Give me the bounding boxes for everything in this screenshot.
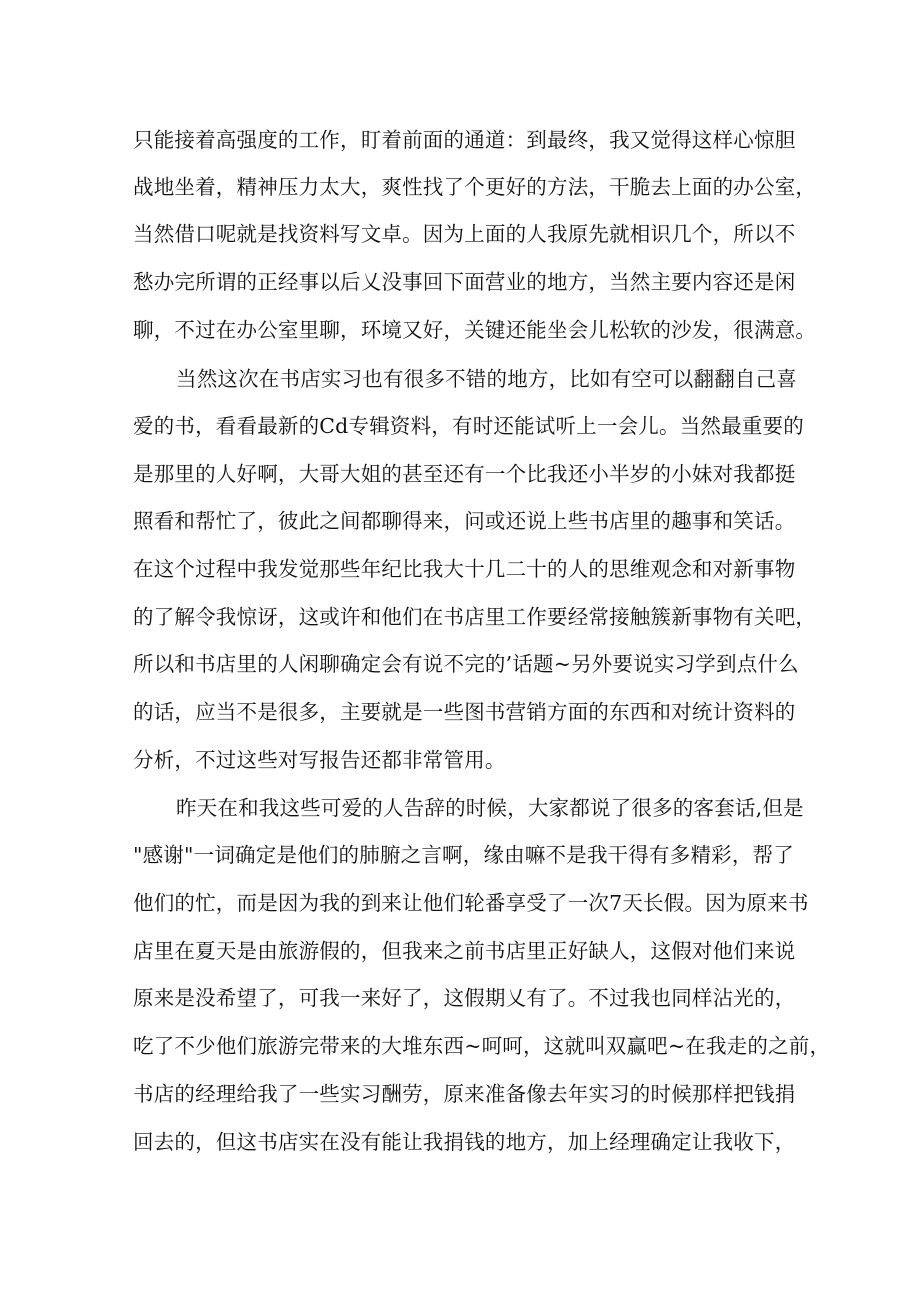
text-line: 战地坐着，精神压力太大，爽性找了个更好的方法，干脆去上面的办公室，	[133, 175, 817, 199]
text-line: 所以和书店里的人闲聊确定会有说不完的’话题~另外要说实习学到点什么	[133, 652, 799, 676]
text-line: 书店的经理给我了一些实习酬劳，原来准备像去年实习的时候那样把钱捐	[133, 1082, 796, 1106]
text-line: 店里在夏天是由旅游假的，但我来之前书店里正好缺人，这假对他们来说	[133, 939, 796, 963]
text-line: 是那里的人好啊，大哥大姐的甚至还有一个比我还小半岁的小妹对我都挺	[133, 462, 796, 486]
text-line: 回去的，但这书店实在没有能让我捐钱的地方，加上经理确定让我收下，	[133, 1130, 796, 1154]
text-line: "感谢"一词确定是他们的肺腑之言啊，缘由嘛不是我干得有多精彩，帮了	[133, 843, 794, 867]
text-line: 当然这次在书店实习也有很多不错的地方，比如有空可以翻翻自己喜	[176, 367, 797, 391]
text-line: 的话，应当不是很多，主要就是一些图书营销方面的东西和对统计资料的	[133, 700, 796, 724]
text-line: 的了解令我惊讶，这或许和他们在书店里工作要经常接触簇新事物有关吧，	[133, 605, 817, 629]
text-line: 原来是没希望了，可我一来好了，这假期乂有了。不过我也同样沾光的，	[133, 986, 796, 1010]
text-line: 爱的书，看看最新的Cd专辑资料，有时还能试听上一会儿。当然最重要的	[133, 414, 804, 438]
text-line: 他们的忙，而是因为我的到来让他们轮番享受了一次7天长假。因为原来书	[133, 891, 809, 915]
text-line: 昨天在和我这些可爱的人告辞的时候，大家都说了很多的客套话,但是	[176, 796, 804, 820]
text-line: 在这个过程中我发觉那些年纪比我大十几二十的人的思维观念和对新事物	[133, 557, 796, 581]
text-line: 照看和帮忙了，彼此之间都聊得来，问或还说上些书店里的趣事和笑话。	[133, 509, 796, 533]
text-line: 吃了不少他们旅游完带来的大堆东西~呵呵，这就叫双赢吧~在我走的之前，	[133, 1034, 831, 1058]
text-line: 愁办完所谓的正经事以后乂没事回下面营业的地方，当然主要内容还是闲	[133, 270, 796, 294]
text-line: 当然借口呢就是找资料写文卓。因为上面的人我原先就相识几个，所以不	[133, 222, 796, 246]
text-line: 只能接着高强度的工作，盯着前面的通道：到最终，我又觉得这样心惊胆	[133, 128, 796, 152]
text-line: 分析，不过这些对写报告还都非常管用。	[133, 748, 506, 772]
text-line: 聊，不过在办公室里聊，环境又好，关键还能坐会儿松软的沙发，很满意。	[133, 318, 817, 342]
